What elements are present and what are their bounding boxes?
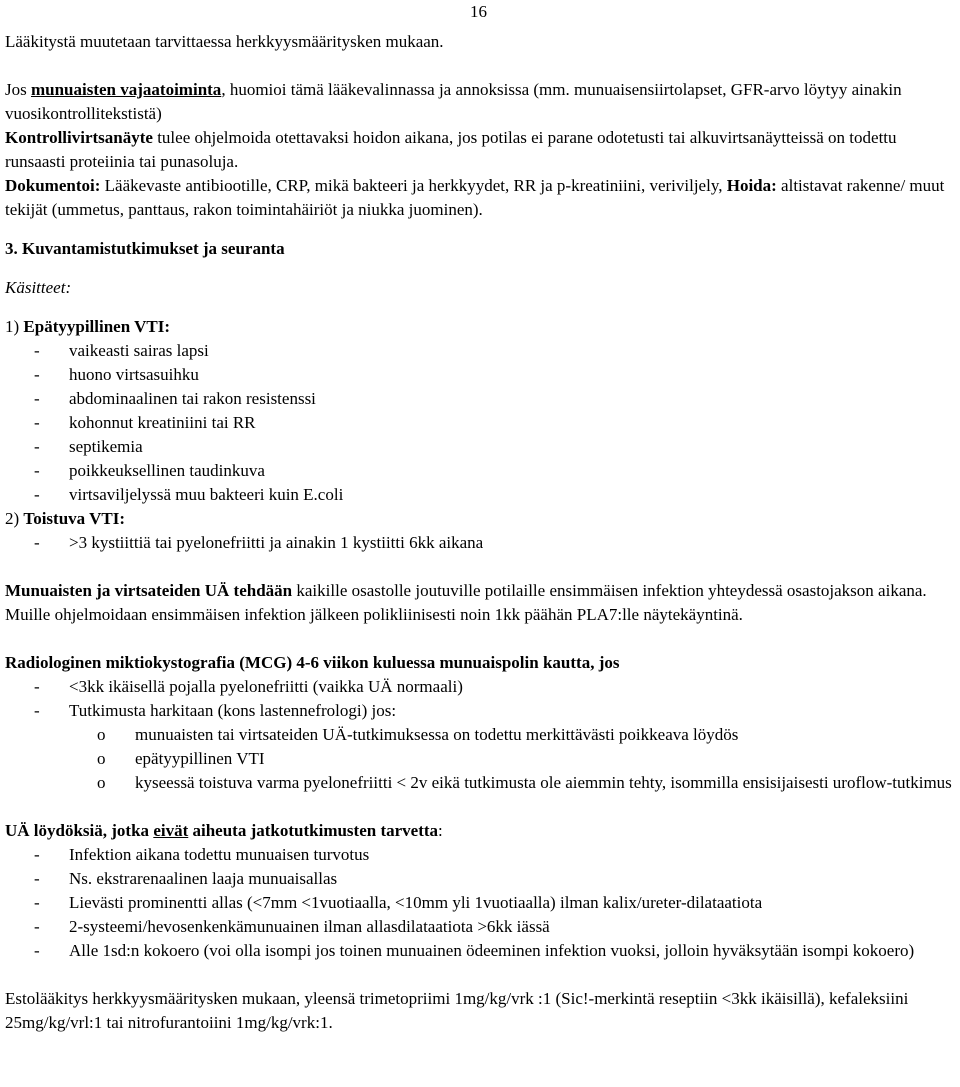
treat-term: Hoida:: [726, 176, 777, 195]
sub-list-item-text: kyseessä toistuva varma pyelonefriitti < 2v eikä tutkimusta ole aiemmin tehty, isommilla ensisijaisesti uroflow-tutkimus: [135, 773, 952, 792]
para2-suffix: , huomioi tämä lääkevalinnassa ja annoksissa (mm. munuaisensiirtolapset, GFR-arvo löytyy ainakin vuosikontrollitekstistä): [5, 80, 902, 123]
list-item: [5, 483, 955, 507]
dash-marker: -: [34, 341, 40, 360]
list-item: [5, 867, 955, 891]
dash-marker: -: [34, 413, 40, 432]
list-item: [5, 843, 955, 867]
paragraph-control-sample: [5, 126, 955, 174]
item2-number: 2): [5, 509, 24, 528]
list-item: [5, 531, 955, 555]
list-item: [5, 339, 955, 363]
list-item-text: vaikeasti sairas lapsi: [69, 341, 209, 360]
dash-marker: -: [34, 461, 40, 480]
sub-list-item-text: munuaisten tai virtsateiden UÄ-tutkimuksessa on todettu merkittävästi poikkeava löydös: [135, 725, 739, 744]
dash-marker: -: [34, 869, 40, 888]
paragraph-renal-insufficiency: [5, 78, 955, 126]
list-item-text: 2-systeemi/hevosenkenkämunuainen ilman allasdilataatiota >6kk iässä: [69, 917, 550, 936]
recurrent-uti-heading: [5, 507, 955, 531]
paragraph-ultrasound: [5, 579, 955, 627]
list-item: [5, 363, 955, 387]
list-item: [5, 675, 955, 699]
sub-list-item: [5, 747, 955, 771]
dash-marker: -: [34, 845, 40, 864]
list-item-text: kohonnut kreatiniini tai RR: [69, 413, 256, 432]
list-item: [5, 435, 955, 459]
bullet-marker: o: [97, 749, 106, 768]
document-term: Dokumentoi:: [5, 176, 101, 195]
mcg-list: [5, 675, 955, 795]
dash-marker: -: [34, 389, 40, 408]
findings-colon: :: [438, 821, 443, 840]
ultrasound-findings-heading: [5, 819, 955, 843]
list-item-text: poikkeuksellinen taudinkuva: [69, 461, 265, 480]
list-item-text: virtsaviljelyssä muu bakteeri kuin E.coli: [69, 485, 344, 504]
list-item: [5, 387, 955, 411]
list-item-text: <3kk ikäisellä pojalla pyelonefriitti (vaikka UÄ normaali): [69, 677, 463, 696]
paragraph-document: [5, 174, 955, 222]
ultrasound-text: kaikille osastolle joutuville potilaille ensimmäisen infektion yhteydessä osastojakson aikana. Muille ohjelmoidaan ensimmäisen infektion jälkeen polikliinisesti noin 1kk päähän PLA7:lle näytekäyntinä.: [5, 581, 927, 624]
list-item: [5, 891, 955, 915]
list-item-text: huono virtsasuihku: [69, 365, 199, 384]
atypical-uti-list: [5, 339, 955, 507]
list-item-text: Lievästi prominentti allas (<7mm <1vuotiaalla, <10mm yli 1vuotiaalla) ilman kalix/ureter-dilataatiota: [69, 893, 763, 912]
list-item-text: abdominaalinen tai rakon resistenssi: [69, 389, 316, 408]
dash-marker: -: [34, 677, 40, 696]
recurrent-uti-list: [5, 531, 955, 555]
atypical-uti-term: Epätyypillinen VTI:: [23, 317, 171, 336]
page-number: 16: [470, 2, 487, 21]
para4-text2: altistavat rakenne/ muut tekijät (ummetus, panttaus, rakon toimintahäiriöt ja niukka juominen).: [5, 176, 945, 219]
dash-marker: -: [34, 701, 40, 720]
paragraph-medication-change: Lääkitystä muutetaan tarvittaessa herkkyysmääritysken mukaan.: [5, 32, 444, 51]
bullet-marker: o: [97, 773, 106, 792]
list-item-text: Ns. ekstrarenaalinen laaja munuaisallas: [69, 869, 338, 888]
control-sample-term: Kontrollivirtsanäyte: [5, 128, 153, 147]
dash-marker: -: [34, 365, 40, 384]
list-item-text: Tutkimusta harkitaan (kons lastennefrologi) jos:: [69, 701, 397, 720]
paragraph-prophylaxis: Estolääkitys herkkyysmääritysken mukaan, yleensä trimetopriimi 1mg/kg/vrk :1 (Sic!-merkintä reseptiin <3kk ikäisillä), kefaleksiini 25mg/kg/vrl:1 tai nitrofurantoiini 1mg/kg/vrk:1.: [5, 989, 909, 1032]
list-item: [5, 411, 955, 435]
atypical-uti-heading: [5, 315, 955, 339]
list-item-text: septikemia: [69, 437, 143, 456]
list-item-text: Infektion aikana todettu munuaisen turvotus: [69, 845, 370, 864]
list-item-text: Alle 1sd:n kokoero (voi olla isompi jos toinen munuainen ödeeminen infektion vuoksi, jolloin hyväksytään isompi kokoero): [69, 941, 915, 960]
mcg-heading: Radiologinen miktiokystografia (MCG) 4-6 viikon kuluessa munuaispolin kautta, jos: [5, 653, 620, 672]
concepts-label: [5, 276, 955, 300]
dash-marker: -: [34, 533, 40, 552]
findings-not-term: eivät: [153, 821, 189, 840]
dash-marker: -: [34, 437, 40, 456]
section-heading-imaging: 3. Kuvantamistutkimukset ja seuranta: [5, 239, 285, 258]
renal-insufficiency-term: munuaisten vajaatoiminta: [30, 80, 222, 99]
recurrent-uti-term: Toistuva VTI:: [23, 509, 125, 528]
para4-text1: Lääkevaste antibiootille, CRP, mikä bakteeri ja herkkyydet, RR ja p-kreatiniini, veriviljely,: [100, 176, 727, 195]
findings-bold-2: aiheuta jatkotutkimusten tarvetta: [188, 821, 439, 840]
list-item-text: >3 kystiittiä tai pyelonefriitti ja ainakin 1 kystiitti 6kk aikana: [69, 533, 484, 552]
list-item: [5, 939, 955, 963]
concepts-italic: Käsitteet:: [5, 278, 72, 297]
findings-bold-1: UÄ löydöksiä, jotka: [5, 821, 154, 840]
sub-list-item-text: epätyypillinen VTI: [135, 749, 265, 768]
dash-marker: -: [34, 941, 40, 960]
para3-text: tulee ohjelmoida otettavaksi hoidon aikana, jos potilas ei parane odotetusti tai alkuvirtsanäytteissä on todettu runsaasti proteiinia tai punasoluja.: [5, 128, 897, 171]
dash-marker: -: [34, 893, 40, 912]
document-body: [5, 30, 955, 1035]
ultrasound-term: Munuaisten ja virtsateiden UÄ tehdään: [5, 581, 293, 600]
ultrasound-findings-list: [5, 843, 955, 963]
sub-list-item: [5, 723, 955, 747]
para2-prefix: Jos: [5, 80, 31, 99]
dash-marker: -: [34, 485, 40, 504]
list-item: [5, 915, 955, 939]
sub-list-item: [5, 771, 955, 795]
bullet-marker: o: [97, 725, 106, 744]
item1-number: 1): [5, 317, 24, 336]
dash-marker: -: [34, 917, 40, 936]
list-item: [5, 459, 955, 483]
list-item: [5, 699, 955, 723]
